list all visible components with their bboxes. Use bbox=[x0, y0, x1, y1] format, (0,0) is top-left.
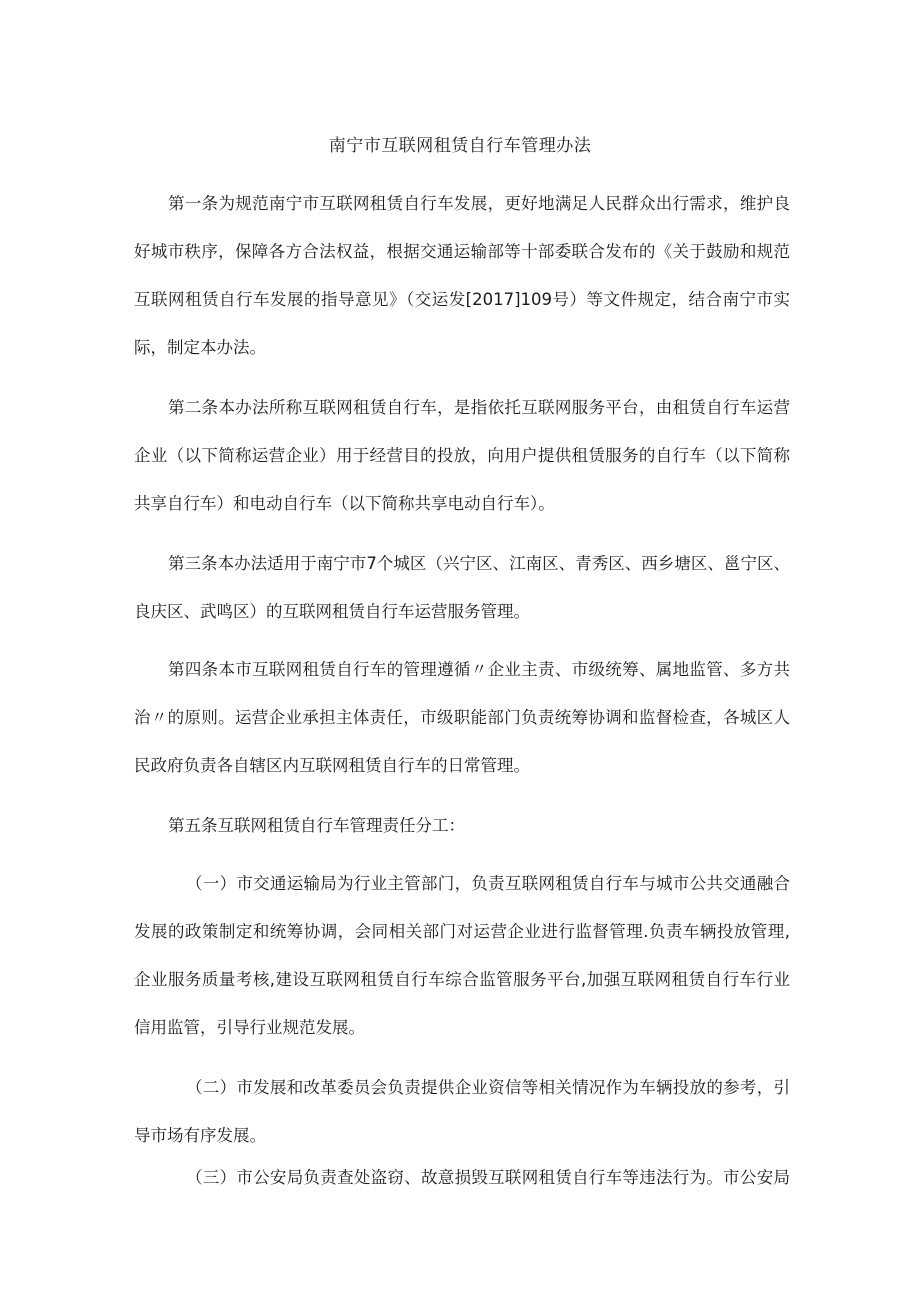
paragraph-line: 发展的政策制定和统筹协调，会同相关部门对运营企业进行监督管理.负责车辆投放管理, bbox=[134, 922, 790, 941]
article-4-paragraph bbox=[134, 646, 790, 790]
paragraph-line: 第一条为规范南宁市互联网租赁自行车发展，更好地满足人民群众出行需求，维护良 bbox=[168, 194, 790, 213]
article-1-paragraph bbox=[134, 180, 790, 372]
clause-3-paragraph bbox=[134, 1154, 790, 1202]
paragraph-line: 良庆区、武鸣区）的互联网租赁自行车运营服务管理。 bbox=[134, 602, 530, 621]
paragraph-line: 共享自行车）和电动自行车（以下简称共享电动自行车）。 bbox=[134, 494, 555, 513]
clause-2-paragraph bbox=[134, 1064, 790, 1160]
paragraph-line: 互联网租赁自行车发展的指导意见》（交运发[2017]109号）等文件规定，结合南宁市实 bbox=[134, 290, 790, 309]
paragraph-line: 信用监管，引导行业规范发展。 bbox=[134, 1018, 365, 1037]
paragraph-line: （三）市公安局负责查处盗窃、故意损毁互联网租赁自行车等违法行为。市公安局 bbox=[186, 1168, 790, 1187]
paragraph-line: （二）市发展和改革委员会负责提供企业资信等相关情况作为车辆投放的参考，引 bbox=[186, 1078, 790, 1097]
document-title: 南宁市互联网租赁自行车管理办法 bbox=[328, 136, 592, 156]
paragraph-line: 企业服务质量考核,建设互联网租赁自行车综合监管服务平台,加强互联网租赁自行车行业 bbox=[134, 970, 790, 989]
paragraph-line: 导市场有序发展。 bbox=[134, 1126, 266, 1145]
article-3-paragraph bbox=[134, 540, 790, 636]
paragraph-line: （一）市交通运输局为行业主管部门，负责互联网租赁自行车与城市公共交通融合 bbox=[186, 874, 790, 893]
paragraph-line: 企业（以下简称运营企业）用于经营目的投放，向用户提供租赁服务的自行车（以下简称 bbox=[134, 446, 790, 465]
paragraph-line: 第三条本办法适用于南宁市7个城区（兴宁区、江南区、青秀区、西乡塘区、邕宁区、 bbox=[168, 554, 790, 573]
article-2-paragraph bbox=[134, 384, 790, 528]
clause-1-paragraph bbox=[134, 860, 790, 1052]
paragraph-line: 第四条本市互联网租赁自行车的管理遵循〃企业主责、市级统筹、属地监管、多方共 bbox=[168, 660, 790, 679]
paragraph-line: 际，制定本办法。 bbox=[134, 338, 266, 357]
paragraph-line: 好城市秩序，保障各方合法权益，根据交通运输部等十部委联合发布的《关于鼓励和规范 bbox=[134, 242, 790, 261]
article-5-paragraph bbox=[134, 802, 790, 850]
paragraph-line: 第五条互联网租赁自行车管理责任分工： bbox=[168, 816, 465, 835]
paragraph-line: 民政府负责各自辖区内互联网租赁自行车的日常管理。 bbox=[134, 756, 530, 775]
paragraph-line: 第二条本办法所称互联网租赁自行车，是指依托互联网服务平台，由租赁自行车运营 bbox=[168, 398, 790, 417]
paragraph-line: 治〃的原则。运营企业承担主体责任，市级职能部门负责统筹协调和监督检查，各城区人 bbox=[134, 708, 790, 727]
